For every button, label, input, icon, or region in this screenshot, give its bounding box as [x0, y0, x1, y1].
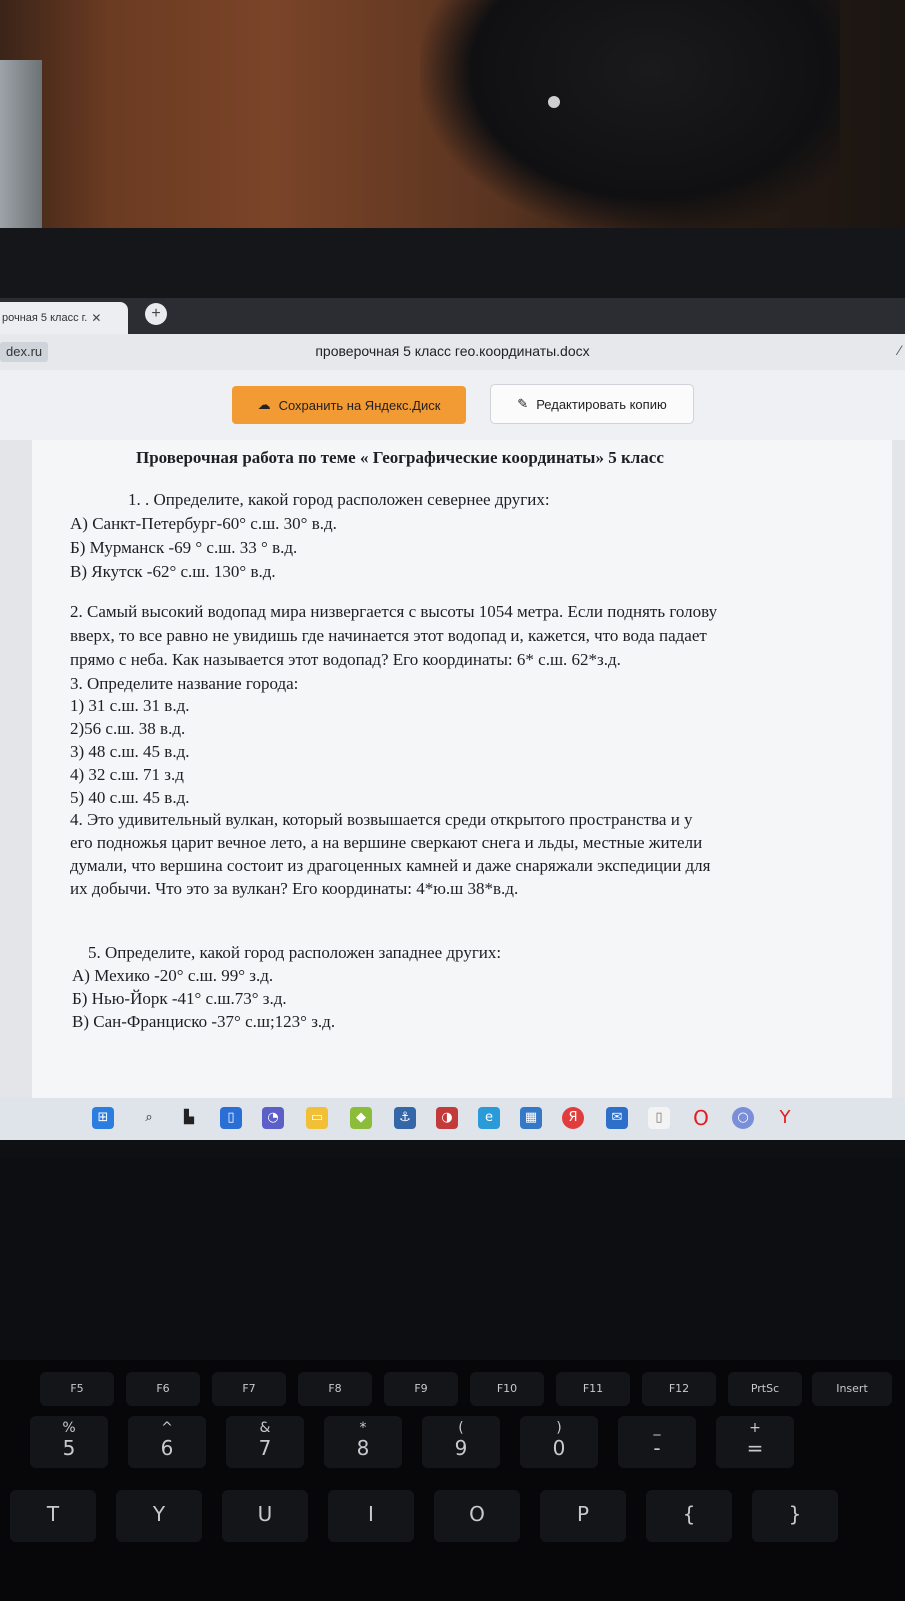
browser-tab[interactable]: [0, 302, 128, 334]
yandex-browser-icon[interactable]: Y: [779, 1107, 791, 1128]
key-prtsc[interactable]: PrtSc: [728, 1372, 802, 1406]
key-f5[interactable]: F5: [40, 1372, 114, 1406]
save-to-disk-button[interactable]: [232, 386, 466, 424]
calendar-icon[interactable]: ▦: [520, 1107, 542, 1129]
new-tab-button[interactable]: +: [145, 303, 167, 325]
key-y[interactable]: Y: [116, 1490, 202, 1542]
save-button-label: Сохранить на Яндекс.Диск: [278, 397, 441, 413]
folder-icon[interactable]: ▭: [306, 1107, 328, 1129]
document-heading: Проверочная работа по теме « Географические координаты» 5 класс: [136, 448, 664, 467]
pencil-icon: ✎: [517, 396, 529, 411]
app-icon[interactable]: ◑: [436, 1107, 458, 1129]
key-f8[interactable]: F8: [298, 1372, 372, 1406]
laptop-keyboard: [0, 1360, 905, 1601]
tab-title: рочная 5 класс г.: [2, 312, 88, 324]
windows-taskbar: [0, 1098, 905, 1140]
doc-line: 1) 31 с.ш. 31 в.д.: [70, 696, 190, 715]
file-icon[interactable]: ▯: [648, 1107, 670, 1129]
wall-object: [0, 60, 42, 235]
doc-line: 2)56 с.ш. 38 в.д.: [70, 719, 186, 738]
key-f9[interactable]: F9: [384, 1372, 458, 1406]
doc-line: В) Сан-Франциско -37° с.ш;123° з.д.: [72, 1012, 336, 1031]
doc-line: прямо с неба. Как называется этот водопад? Его координаты: 6* с.ш. 62*з.д.: [70, 650, 621, 669]
key-p[interactable]: P: [540, 1490, 626, 1542]
key-f12[interactable]: F12: [642, 1372, 716, 1406]
key-6[interactable]: ^ 6: [128, 1416, 206, 1468]
key-u[interactable]: U: [222, 1490, 308, 1542]
browser-tabbar: [0, 298, 905, 334]
key-f10[interactable]: F10: [470, 1372, 544, 1406]
key-f7[interactable]: F7: [212, 1372, 286, 1406]
key-t[interactable]: T: [10, 1490, 96, 1542]
key-f6[interactable]: F6: [126, 1372, 200, 1406]
key-equals[interactable]: + =: [716, 1416, 794, 1468]
doc-line: 2. Самый высокий водопад мира низвергается с высоты 1054 метра. Если поднять голову: [70, 602, 718, 621]
doc-line: 4) 32 с.ш. 71 з.д: [70, 765, 184, 784]
widgets-icon[interactable]: ▙: [184, 1110, 194, 1125]
document-title: проверочная 5 класс гео.координаты.docx: [315, 343, 590, 359]
mail-icon[interactable]: ✉: [606, 1107, 628, 1129]
viewer-toolbar: [0, 370, 905, 440]
doc-line: Б) Нью-Йорк -41° с.ш.73° з.д.: [72, 989, 287, 1008]
key-5[interactable]: % 5: [30, 1416, 108, 1468]
doc-line: А) Мехико -20° с.ш. 99° з.д.: [72, 966, 274, 985]
doc-line: 5. Определите, какой город расположен западнее других:: [88, 943, 502, 962]
key-bracket-left[interactable]: {: [646, 1490, 732, 1542]
chat-icon[interactable]: ◔: [262, 1107, 284, 1129]
key-7[interactable]: & 7: [226, 1416, 304, 1468]
key-i[interactable]: I: [328, 1490, 414, 1542]
doc-line: его подножья царит вечное лето, а на вершине сверкают снега и льды, местные жители: [70, 833, 703, 852]
edge-icon[interactable]: e: [478, 1107, 500, 1129]
laptop-bezel: [0, 228, 905, 298]
more-icon[interactable]: ⁄: [898, 342, 901, 358]
browser-icon[interactable]: ○: [732, 1107, 754, 1129]
doc-line: 3. Определите название города:: [70, 674, 299, 693]
laptop-screen: [0, 298, 905, 1158]
key-f11[interactable]: F11: [556, 1372, 630, 1406]
doc-line: 3) 48 с.ш. 45 в.д.: [70, 742, 190, 761]
document-page: [32, 440, 892, 1100]
key-9[interactable]: ( 9: [422, 1416, 500, 1468]
key-minus[interactable]: _ -: [618, 1416, 696, 1468]
doc-line: вверх, то все равно не увидишь где начинается этот водопад и, кажется, что вода падает: [70, 626, 707, 645]
close-icon[interactable]: ✕: [91, 311, 102, 325]
yandex-icon[interactable]: Я: [562, 1107, 584, 1129]
doc-line: 1. . Определите, какой город расположен севернее других:: [128, 490, 550, 509]
document-area[interactable]: [0, 440, 905, 1100]
opera-icon[interactable]: O: [693, 1106, 709, 1130]
screen-bottom-edge: [0, 1140, 905, 1158]
key-o[interactable]: O: [434, 1490, 520, 1542]
edit-copy-button[interactable]: [490, 384, 694, 424]
edit-button-label: Редактировать копию: [536, 396, 667, 412]
key-0[interactable]: ) 0: [520, 1416, 598, 1468]
search-icon[interactable]: ⌕: [145, 1110, 153, 1125]
key-8[interactable]: * 8: [324, 1416, 402, 1468]
doc-line: думали, что вершина состоит из драгоценных камней и даже снаряжали экспедиции для: [70, 856, 711, 875]
doc-line: Б) Мурманск -69 ° с.ш. 33 ° в.д.: [70, 538, 298, 557]
address-bar: [0, 334, 905, 371]
doc-line: А) Санкт-Петербург-60° с.ш. 30° в.д.: [70, 514, 337, 533]
disk-icon: ☁: [257, 397, 271, 412]
doc-line: 5) 40 с.ш. 45 в.д.: [70, 788, 190, 807]
doc-line: их добычи. Что это за вулкан? Его координаты: 4*ю.ш 38*в.д.: [70, 879, 519, 898]
doc-line: В) Якутск -62° с.ш. 130° в.д.: [70, 562, 276, 581]
taskview-icon[interactable]: ▯: [220, 1107, 242, 1129]
domain-chip[interactable]: dex.ru: [0, 342, 48, 362]
doc-line: 4. Это удивительный вулкан, который возвышается среди открытого пространства и у: [70, 810, 693, 829]
key-insert[interactable]: Insert: [812, 1372, 892, 1406]
lamp-screw: [548, 96, 560, 108]
windows-icon[interactable]: ⊞: [92, 1107, 114, 1129]
anchor-icon[interactable]: ⚓: [394, 1107, 416, 1129]
desk-lamp: [420, 0, 840, 235]
store-icon[interactable]: ◆: [350, 1107, 372, 1129]
key-bracket-right[interactable]: }: [752, 1490, 838, 1542]
